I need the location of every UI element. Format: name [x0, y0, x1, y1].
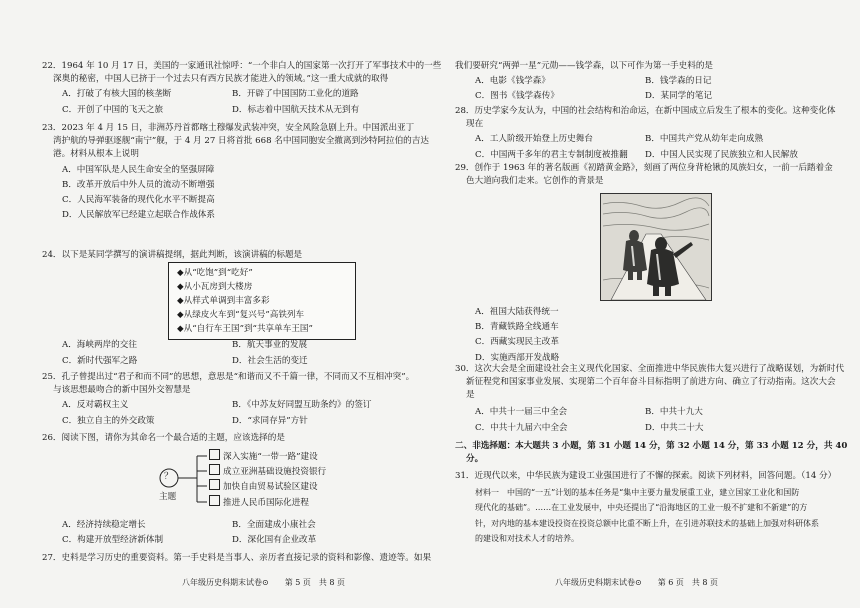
- q25-option-b: B．《中苏友好同盟互助条约》的签订: [232, 400, 372, 411]
- checkbox-icon: [209, 495, 220, 506]
- q26-item-4: [209, 495, 309, 509]
- q26-item-2-text: 成立亚洲基础设施投资银行: [223, 467, 327, 477]
- question-31-material-4: 的建设和对技术人才的培养。: [475, 533, 579, 543]
- question-28-line-1: 28．历史学家今友认为，中国的社会结构和治命运，在新中国成立后发生了根本的变化。这种变化体: [455, 106, 836, 116]
- q26-topic-circle: ？: [164, 472, 174, 482]
- section-2-line-1: 二、非选择题：本大题共 3 小题，第 31 小题 14 分，第 32 小题 14 分，第 33 小题 12 分，共 40: [455, 441, 848, 451]
- question-23: [42, 122, 452, 222]
- question-25-line-2: 与该思想最吻合的新中国外交智慧是: [53, 385, 191, 396]
- q26-topic-label: 主题: [159, 492, 177, 502]
- question-23-line-1: 23．2023 年 4 月 15 日，非洲苏丹首都喀土穆爆发武装冲突，安全风险急剧上升。中国派出亚丁: [42, 123, 415, 133]
- q27-option-b: B．钱学森的日记: [645, 76, 712, 87]
- question-30-line-3: 是: [466, 390, 475, 401]
- q29-option-c: C．西藏实现民主改革: [475, 337, 559, 348]
- question-26: [42, 432, 452, 445]
- q24-option-d: D．社会生活的变迁: [232, 356, 308, 367]
- q30-option-b: B．中共十九大: [645, 406, 703, 417]
- section-2-line-2: 分。: [466, 454, 484, 465]
- q24-option-a: A．海峡两岸的交往: [62, 340, 137, 350]
- woodcut-illustration: [601, 194, 711, 300]
- question-25-line-1: 25．孔子曾提出过“君子和而不同”的思想，意思是“和谐而又不千篇一律，不同而又不互相冲突”。: [42, 372, 415, 382]
- q28-option-d: D．中国人民实现了民族独立和人民解放: [645, 149, 798, 160]
- q26-item-3-text: 加快自由贸易试验区建设: [223, 482, 318, 492]
- q26-item-1: [209, 449, 318, 463]
- section-2-heading: [455, 440, 860, 466]
- question-30-line-2: 新征程党和国家事业发展、实现第二个百年奋斗目标指明了前进方向、确立了行动指南。这次大会: [466, 377, 836, 388]
- question-31-material-2: 现代化的基础”。……在工业发展中，中央还提出了“沿海地区的工业一般不扩建和不新建”的方: [475, 503, 808, 513]
- left-page-footer: 八年级历史科期末试卷⊙ 第 5 页 共 8 页: [182, 578, 346, 587]
- checkbox-icon: [209, 479, 220, 490]
- q24-outline-item: ◆从小瓦房到大楼房: [177, 282, 253, 292]
- q22-option-a: A．打破了有核大国的核垄断: [62, 89, 172, 100]
- question-29: [455, 162, 860, 188]
- q29-option-a: A．祖国大陆获得统一: [475, 307, 559, 317]
- question-29-line-1: 29．创作于 1963 年的著名版画《初踏黄金路》，刻画了两位身背枪锹的凤族妇女，一前一后踏着金: [455, 163, 833, 173]
- q30-option-c: C．中共十九届六中全会: [475, 422, 568, 433]
- question-24-options: [42, 339, 452, 368]
- question-23-line-3: 港。材料从根本上说明: [53, 149, 139, 160]
- checkbox-icon: [209, 449, 220, 460]
- question-27-line-1: 27．史料是学习历史的重要资料。第一手史料是当事人、亲历者直接记录的资料和影像、遗迹等。如果: [42, 553, 432, 563]
- q22-option-c: C．开创了中国的飞天之旅: [62, 104, 164, 115]
- question-26-line-1: 26．阅读下图，请你为其命名一个最合适的主题，应该选择的是: [42, 433, 285, 443]
- q26-diagram: [137, 448, 417, 510]
- q24-option-b: B．航天事业的发展: [232, 340, 308, 350]
- q30-option-a: A．中共十一届三中全会: [475, 406, 568, 417]
- q24-outline-box: [168, 262, 356, 340]
- question-22: [42, 60, 452, 117]
- question-29-options: [455, 306, 860, 365]
- q26-item-1-text: 深入实施“一带一路”建设: [223, 452, 318, 462]
- q30-option-d: D．中共二十大: [645, 422, 704, 433]
- q25-option-d: D．“求同存异”方针: [232, 415, 308, 426]
- question-27-line-2: 我们要研究“两弹一星”元勋——钱学森，以下可作为第一手史料的是: [455, 61, 714, 71]
- woodcut-print-image: [600, 193, 712, 301]
- question-31-line-1: 31．近现代以来，中华民族为建设工业强国进行了不懈的探索。阅读下列材料，回答问题。（14 分）: [455, 471, 837, 481]
- q26-option-a: A．经济持续稳定增长: [62, 520, 146, 530]
- checkbox-icon: [209, 464, 220, 475]
- question-30: [455, 363, 860, 435]
- question-22-line-1: 22．1964 年 10 月 17 日，美国的一家通讯社惊呼：“一个非白人的国家第一次打开了军事技术中的一些: [42, 61, 442, 71]
- question-27-continued: [455, 60, 860, 104]
- q27-option-d: D．某同学的笔记: [645, 91, 713, 102]
- q26-option-c: C．构建开放型经济新体制: [62, 535, 164, 546]
- right-page-footer: 八年级历史科期末试卷⊙ 第 6 页 共 8 页: [555, 578, 719, 587]
- q23-option-a: A．中国军队是人民生命安全的坚强屏障: [62, 164, 215, 175]
- q26-item-2: [209, 464, 326, 478]
- q22-option-b: B．开辟了中国国防工业化的道路: [232, 89, 359, 100]
- question-29-line-2: 色大道向我们走来。它创作的背景是: [466, 176, 604, 187]
- q26-item-4-text: 推进人民币国际化进程: [223, 498, 309, 508]
- q29-option-b: B．青藏铁路全线通车: [475, 322, 559, 333]
- q22-option-d: D．标志着中国航天技术从无到有: [232, 104, 360, 115]
- q24-outline-item: ◆从样式单调到丰富多彩: [177, 296, 270, 306]
- q24-outline-item: ◆从“吃饱”到“吃好”: [177, 268, 253, 278]
- q26-item-3: [209, 479, 318, 493]
- question-28-line-2: 现在: [466, 119, 484, 130]
- q24-option-c: C．新时代强军之路: [62, 356, 138, 367]
- q25-option-a: A．反对霸权主义: [62, 400, 129, 411]
- question-25: [42, 371, 452, 428]
- q23-option-d: D．人民解放军已经建立起联合作战体系: [62, 210, 215, 221]
- question-31-material-3: 针，对内地的基本建设投资在投资总额中比重不断上升，在引进苏联技术的基础上加强对科研体系: [475, 518, 819, 528]
- q28-option-a: A．工人阶级开始登上历史舞台: [475, 134, 593, 145]
- question-24: [42, 249, 452, 262]
- q24-outline-item: ◆从“自行车王国”到“共享单车王国”: [177, 324, 313, 334]
- q24-outline-item: ◆从绿皮火车到“复兴号”高铁列车: [177, 310, 305, 320]
- question-28: [455, 105, 860, 162]
- q28-option-c: C．中国两千多年的君主专制制度被推翻: [475, 149, 628, 160]
- q25-option-c: C．独立自主的外交政策: [62, 415, 155, 426]
- q28-option-b: B．中国共产党从幼年走向成熟: [645, 134, 764, 145]
- q27-option-c: C．图书《钱学森传》: [475, 91, 559, 102]
- question-23-line-2: 湾护航的导弹驱逐舰“南宁”舰，于 4 月 27 日将首批 668 名中国同胞安全撤离到沙特阿拉伯的吉达: [53, 136, 429, 147]
- q29-option-d: D．实施西部开发战略: [475, 352, 560, 363]
- question-31-material-1: 材料一 中国的“一五”计划的基本任务是“集中主要力量发展重工业，建立国家工业化和国防: [475, 488, 800, 498]
- question-27: [42, 552, 452, 565]
- question-30-line-1: 30．这次大会是全面建设社会主义现代化国家、全面推进中华民族伟大复兴进行了战略谋划，为新时代: [455, 364, 845, 374]
- q26-option-b: B．全面建成小康社会: [232, 520, 316, 530]
- q23-option-c: C．人民海军装备的现代化水平不断提高: [62, 195, 215, 206]
- q23-option-b: B．改革开放后中外人员的流动不断增强: [62, 179, 215, 190]
- question-26-options: [42, 519, 452, 547]
- q26-option-d: D．深化国有企业改革: [232, 535, 317, 546]
- question-22-line-2: 深奥的秘密，中国人已挤于一个过去只有西方民族才能进入的领域。”这一重大成就的取得: [53, 74, 389, 85]
- q27-option-a: A．电影《钱学森》: [475, 76, 550, 87]
- question-31: [455, 470, 860, 545]
- question-24-line-1: 24．以下是某同学撰写的演讲稿提纲，据此判断，该演讲稿的标题是: [42, 250, 303, 260]
